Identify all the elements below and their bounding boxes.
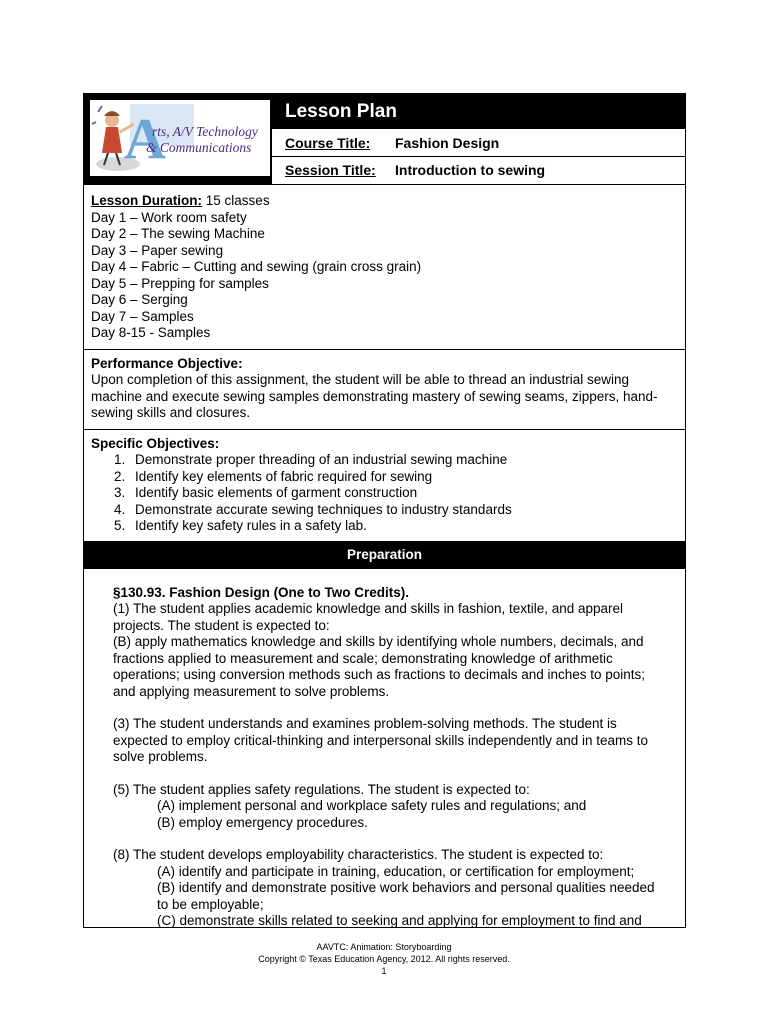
performance-objective-text: machine and execute sewing samples demonstrating mastery of sewing seams, zippers, hand-	[91, 388, 658, 404]
list-item	[114, 518, 679, 535]
standard-text: (8) The student develops employability characteristics. The student is expected to:	[113, 847, 604, 862]
standard-text: projects. The student is expected to:	[113, 617, 330, 633]
logo-text-line-2: & Communications	[146, 140, 252, 155]
page-title: Lesson Plan	[272, 94, 685, 129]
day-item: Day 1 – Work room safety	[91, 209, 247, 225]
standard-subitem: (B) employ emergency procedures.	[157, 814, 368, 830]
specific-objectives-section	[84, 430, 685, 541]
session-title-row	[272, 157, 685, 183]
list-item-number: 2.	[114, 468, 126, 484]
standard-text: (B) apply mathematics knowledge and skills by identifying whole numbers, decimals, and	[113, 634, 644, 649]
lesson-duration-label: Lesson Duration:	[91, 193, 203, 208]
lesson-plan-header	[84, 94, 685, 185]
standard-subitem: (B) identify and demonstrate positive work behaviors and personal qualities needed	[157, 880, 655, 895]
standard-text: (1) The student applies academic knowledge and skills in fashion, textile, and apparel	[113, 601, 624, 616]
list-item	[114, 469, 679, 486]
session-title-value: Introduction to sewing	[395, 162, 546, 178]
session-title-label: Session Title:	[285, 162, 376, 178]
standard-text: (3) The student understands and examines problem-solving methods. The student is	[113, 716, 617, 731]
standard-subitem: (A) identify and participate in training, education, or certification for employment;	[157, 863, 635, 879]
list-item-number: 4.	[114, 501, 126, 517]
list-item-text: Identify key elements of fabric required for sewing	[135, 468, 433, 484]
list-item-number: 1.	[114, 452, 126, 467]
course-title-row	[272, 129, 685, 157]
day-item: Day 8-15 - Samples	[91, 325, 211, 340]
footer-copyright: Copyright © Texas Education Agency, 2012. All rights reserved.	[258, 954, 510, 964]
standard-text: and applying measurement to solve problems.	[113, 683, 390, 699]
performance-objective-heading: Performance Objective:	[91, 355, 243, 371]
list-item-text: Identify basic elements of garment construction	[135, 485, 418, 500]
day-item: Day 6 – Serging	[91, 292, 188, 307]
specific-objectives-list	[91, 452, 679, 535]
footer-course-line: AAVTC: Animation: Storyboarding	[316, 942, 452, 952]
lesson-duration-section	[84, 185, 685, 350]
preparation-body	[84, 569, 685, 929]
course-title-value: Fashion Design	[395, 134, 500, 151]
standard-text: solve problems.	[113, 749, 208, 764]
standard-heading: §130.93. Fashion Design (One to Two Credits).	[113, 584, 410, 600]
list-item-text: Identify key safety rules in a safety lab.	[135, 518, 367, 533]
standard-text: fractions applied to measurement and scale; demonstrating knowledge of arithmetic	[113, 650, 613, 666]
list-item	[114, 485, 679, 502]
day-item: Day 4 – Fabric – Cutting and sewing (grain cross grain)	[91, 259, 422, 274]
performance-objective-text: Upon completion of this assignment, the student will be able to thread an industrial sewing	[91, 372, 630, 387]
title-column	[272, 94, 685, 184]
logo-cell	[84, 94, 272, 184]
aavtc-logo	[90, 100, 270, 176]
performance-objective-text: sewing skills and closures.	[91, 405, 251, 420]
standard-subitem: (A) implement personal and workplace safety rules and regulations; and	[157, 798, 587, 813]
standard-text: operations; using conversion methods such as fractions to decimals and inches to points;	[113, 667, 646, 682]
day-item: Day 5 – Prepping for samples	[91, 275, 269, 291]
logo-text-line-1: rts, A/V Technology	[152, 124, 258, 139]
course-title-label: Course Title:	[285, 134, 371, 151]
lesson-duration-line	[91, 193, 679, 210]
logo-letter: A	[124, 106, 166, 171]
list-item-number: 5.	[114, 518, 126, 533]
list-item	[114, 502, 679, 519]
preparation-heading: Preparation	[84, 541, 685, 569]
page-footer	[0, 941, 768, 977]
list-item-text: Demonstrate proper threading of an industrial sewing machine	[135, 452, 508, 467]
day-item: Day 7 – Samples	[91, 308, 194, 324]
standard-subitem: to be employable;	[157, 896, 264, 912]
list-item-number: 3.	[114, 485, 126, 500]
performance-objective-section	[84, 350, 685, 430]
standard-text: expected to employ critical-thinking and interpersonal skills independently and in teams to	[113, 732, 649, 748]
specific-objectives-heading: Specific Objectives:	[91, 435, 220, 451]
standard-text: (5) The student applies safety regulations. The student is expected to:	[113, 781, 530, 797]
standard-subitem: (C) demonstrate skills related to seeking and applying for employment to find and	[157, 913, 642, 928]
list-item	[114, 452, 679, 469]
list-item-text: Demonstrate accurate sewing techniques to industry standards	[135, 501, 512, 517]
day-item: Day 2 – The sewing Machine	[91, 226, 265, 241]
lesson-plan-document	[83, 93, 686, 928]
page-number: 1	[381, 966, 387, 976]
lesson-duration-value: 15 classes	[205, 193, 270, 208]
day-item: Day 3 – Paper sewing	[91, 242, 224, 258]
